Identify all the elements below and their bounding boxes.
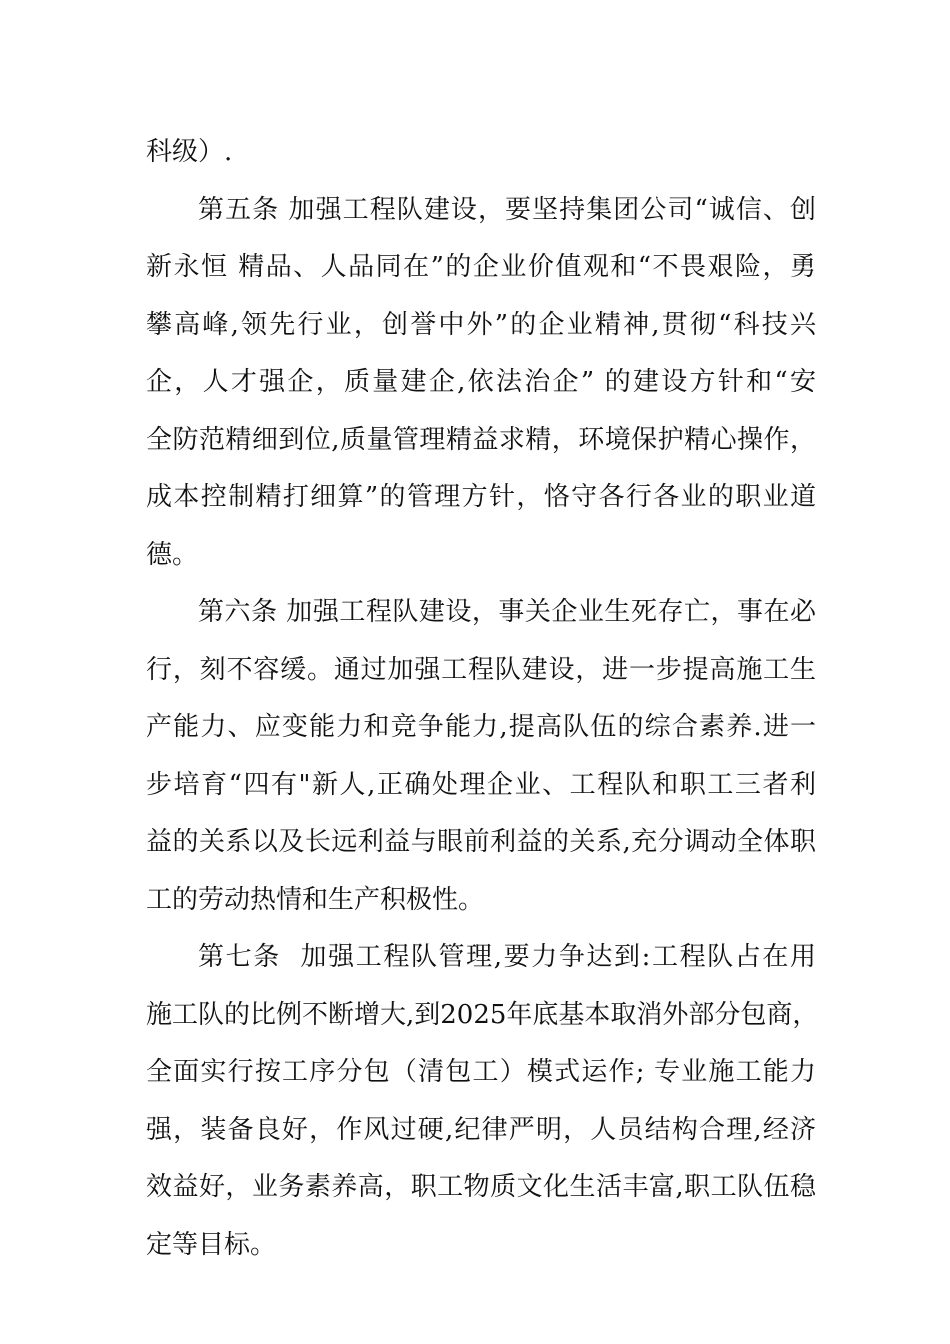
article-6-line: 工的劳动热情和生产积极性。 — [146, 884, 485, 915]
article-5-line: 成本控制精打细算”的管理方针，恪守各行各业的职业道 — [146, 482, 816, 512]
article-6-line: 益的关系以及长远利益与眼前利益的关系,充分调动全体职 — [146, 827, 816, 857]
document-body — [146, 124, 819, 1274]
article-7-line: 效益好，业务素养高，职工物质文化生活丰富,职工队伍稳 — [146, 1172, 816, 1202]
article-7-line: 施工队的比例不断增大,到2025年底基本取消外部分包商， — [146, 999, 819, 1030]
article-7-line: 强，装备良好，作风过硬,纪律严明，人员结构合理,经济 — [146, 1114, 816, 1145]
article-7-line: 全面实行按工序分包（清包工）模式运作; 专业施工能力 — [146, 1057, 816, 1087]
article-5-line: 全防范精细到位,质量管理精益求精，环境保护精心操作， — [146, 424, 816, 455]
article-6-line: 产能力、应变能力和竞争能力,提高队伍的综合素养.进一 — [146, 712, 816, 742]
article-7-line: 第七条 加强工程队管理,要力争达到:工程队占在用 — [198, 942, 816, 972]
article-5-line: 攀高峰,领先行业，创誉中外”的企业精神,贯彻“科技兴 — [146, 309, 816, 340]
article-5-line: 第五条 加强工程队建设，要坚持集团公司“诚信、创 — [198, 194, 816, 225]
article-6-line: 行，刻不容缓。通过加强工程队建设，进一步提高施工生 — [146, 654, 816, 685]
article-5-line: 德。 — [146, 539, 199, 570]
text-line: 科级）. — [146, 137, 233, 167]
article-6-line: 第六条 加强工程队建设，事关企业生死存亡，事在必 — [198, 597, 816, 627]
article-6-line: 步培育“四有"新人,正确处理企业、工程队和职工三者利 — [146, 769, 816, 800]
article-5-line: 企，人才强企，质量建企,依法治企” 的建设方针和“安 — [146, 367, 816, 397]
article-5-line: 新永恒 精品、人品同在”的企业价值观和“不畏艰险，勇 — [146, 252, 816, 282]
article-7-line: 定等目标。 — [146, 1229, 277, 1260]
